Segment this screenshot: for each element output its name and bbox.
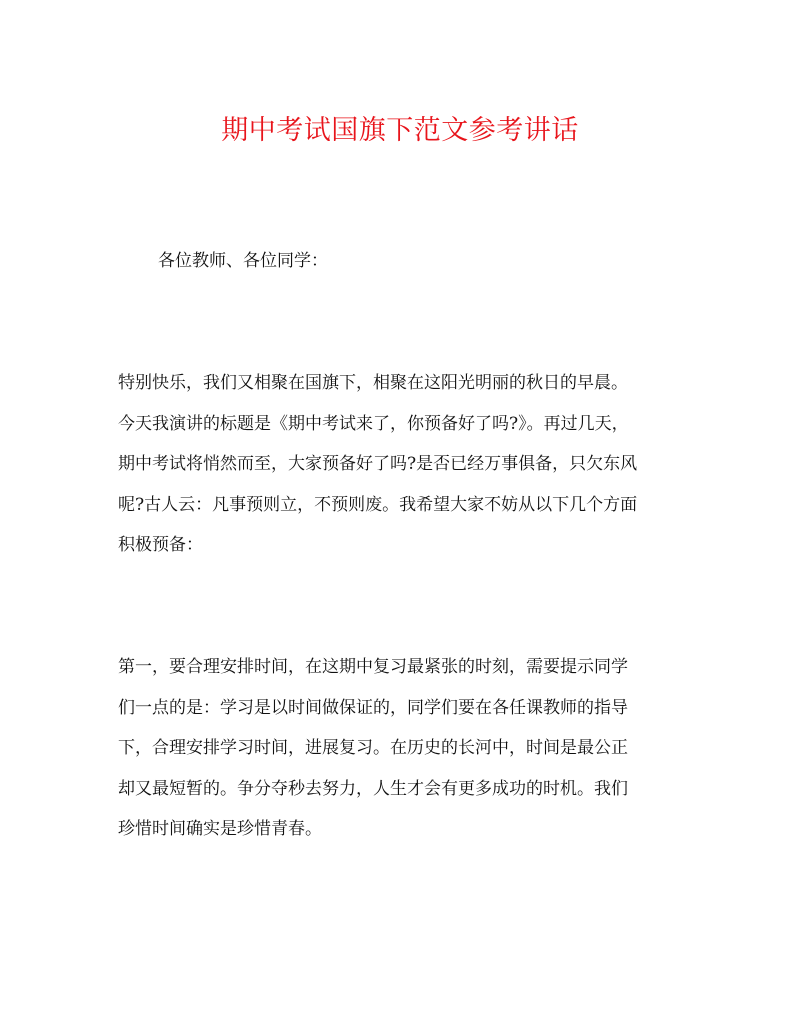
paragraph-line: 们一点的是：学习是以时间做保证的，同学们要在各任课教师的指导 — [118, 697, 628, 718]
paragraph-line: 下，合理安排学习时间，进展复习。在历史的长河中，时间是最公正 — [118, 738, 628, 758]
paragraph-line: 呢?古人云：凡事预则立，不预则废。我希望大家不妨从以下几个方面 — [118, 494, 638, 515]
paragraph-line: 珍惜时间确实是珍惜青春。 — [118, 819, 322, 839]
paragraph-line: 今天我演讲的标题是《期中考试来了，你预备好了吗?》。再过几天， — [118, 413, 629, 434]
salutation: 各位教师、各位同学： — [158, 251, 328, 271]
paragraph-line: 期中考试将悄然而至，大家预备好了吗?是否已经万事俱备，只欠东风 — [118, 454, 638, 474]
paragraph-line: 积极预备： — [118, 535, 203, 555]
paragraph-line: 却又最短暂的。争分夺秒去努力，人生才会有更多成功的时机。我们 — [118, 778, 628, 799]
document-title: 期中考试国旗下范文参考讲话 — [221, 115, 579, 146]
paragraph-2 — [118, 647, 684, 850]
paragraph-line: 第一，要合理安排时间，在这期中复习最紧张的时刻，需要提示同学 — [118, 657, 628, 677]
paragraph-line: 特别快乐，我们又相聚在国旗下，相聚在这阳光明丽的秋日的早晨。 — [118, 373, 628, 393]
paragraph-1 — [118, 363, 684, 566]
